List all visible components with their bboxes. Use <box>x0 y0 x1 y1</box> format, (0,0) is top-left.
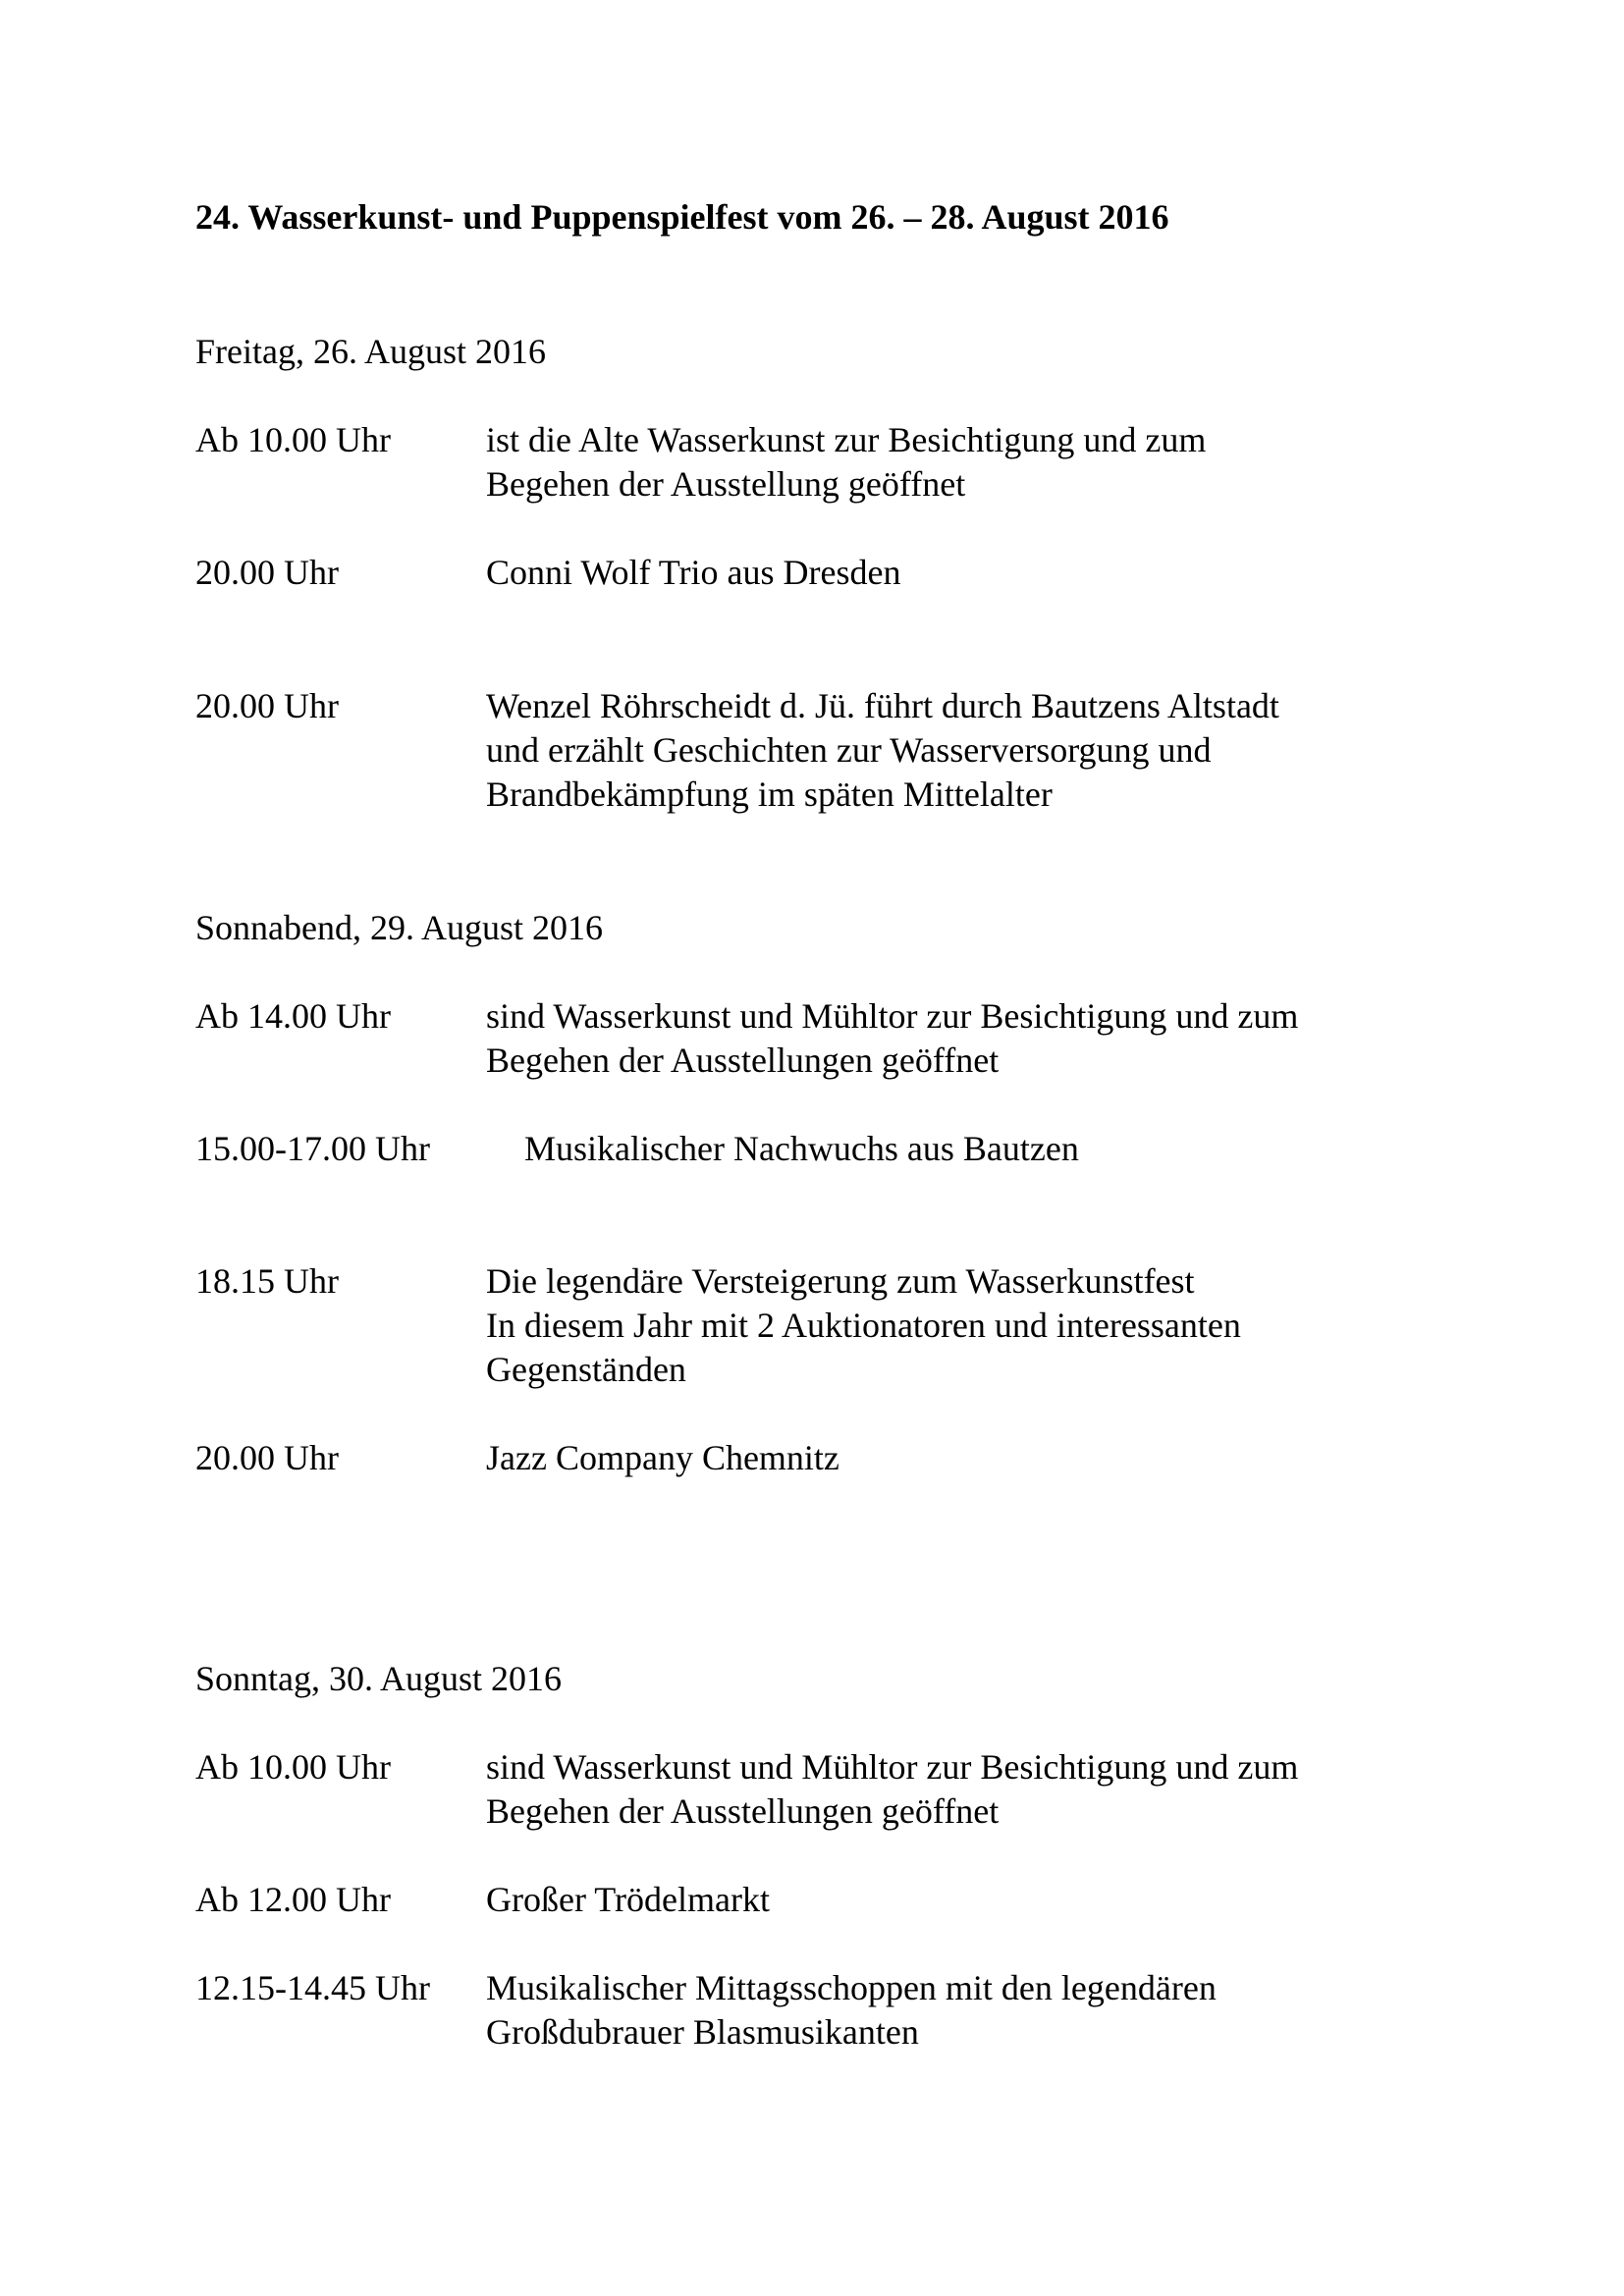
event-time: 20.00 Uhr <box>195 686 339 725</box>
event-description-line: Jazz Company Chemnitz <box>486 1438 839 1477</box>
event-description-line: Großer Trödelmarkt <box>486 1880 770 1919</box>
event-description-line: Wenzel Röhrscheidt d. Jü. führt durch Bautzens Altstadt <box>486 686 1279 725</box>
day-heading-sunday: Sonntag, 30. August 2016 <box>195 1659 563 1698</box>
event-time: 12.15-14.45 Uhr <box>195 1968 430 2007</box>
event-description-line: Brandbekämpfung im späten Mittelalter <box>486 774 1053 814</box>
event-time: 20.00 Uhr <box>195 1438 339 1477</box>
event-time: Ab 10.00 Uhr <box>195 1747 391 1787</box>
event-description <box>486 551 900 595</box>
event-description <box>486 684 1279 817</box>
event-description-line: sind Wasserkunst und Mühltor zur Besichtigung und zum <box>486 996 1299 1036</box>
event-description-line: Die legendäre Versteigerung zum Wasserkunstfest <box>486 1261 1195 1301</box>
event-description-line: und erzählt Geschichten zur Wasserversorgung und <box>486 730 1212 770</box>
event-description <box>486 1436 839 1480</box>
event-description-line: Musikalischer Mittagsschoppen mit den legendären <box>486 1968 1217 2007</box>
document-title: 24. Wasserkunst- und Puppenspielfest vom 26. – 28. August 2016 <box>195 197 1169 237</box>
event-description <box>486 1259 1241 1392</box>
event-description-line: Conni Wolf Trio aus Dresden <box>486 553 901 592</box>
event-time: Ab 12.00 Uhr <box>195 1880 391 1919</box>
event-description-line: sind Wasserkunst und Mühltor zur Besichtigung und zum <box>486 1747 1299 1787</box>
event-time: Ab 14.00 Uhr <box>195 996 391 1036</box>
day-heading-friday: Freitag, 26. August 2016 <box>195 332 546 371</box>
event-description <box>524 1127 1079 1171</box>
event-description <box>486 1966 1217 2055</box>
event-description-line: Begehen der Ausstellung geöffnet <box>486 464 966 504</box>
event-description-line: Gegenständen <box>486 1350 686 1389</box>
event-description <box>486 418 1206 507</box>
event-description <box>486 994 1298 1083</box>
event-time: 20.00 Uhr <box>195 553 339 592</box>
event-time: 15.00-17.00 Uhr <box>195 1129 430 1168</box>
event-description-line: In diesem Jahr mit 2 Auktionatoren und interessanten <box>486 1306 1241 1345</box>
event-time: 18.15 Uhr <box>195 1261 339 1301</box>
event-description-line: ist die Alte Wasserkunst zur Besichtigung und zum <box>486 420 1207 459</box>
event-description-line: Musikalischer Nachwuchs aus Bautzen <box>524 1129 1079 1168</box>
event-time: Ab 10.00 Uhr <box>195 420 391 459</box>
event-description <box>486 1745 1298 1834</box>
event-description <box>486 1878 770 1922</box>
day-heading-saturday: Sonnabend, 29. August 2016 <box>195 908 604 947</box>
event-description-line: Begehen der Ausstellungen geöffnet <box>486 1791 1000 1831</box>
event-description-line: Großdubrauer Blasmusikanten <box>486 2012 919 2052</box>
event-description-line: Begehen der Ausstellungen geöffnet <box>486 1041 1000 1080</box>
